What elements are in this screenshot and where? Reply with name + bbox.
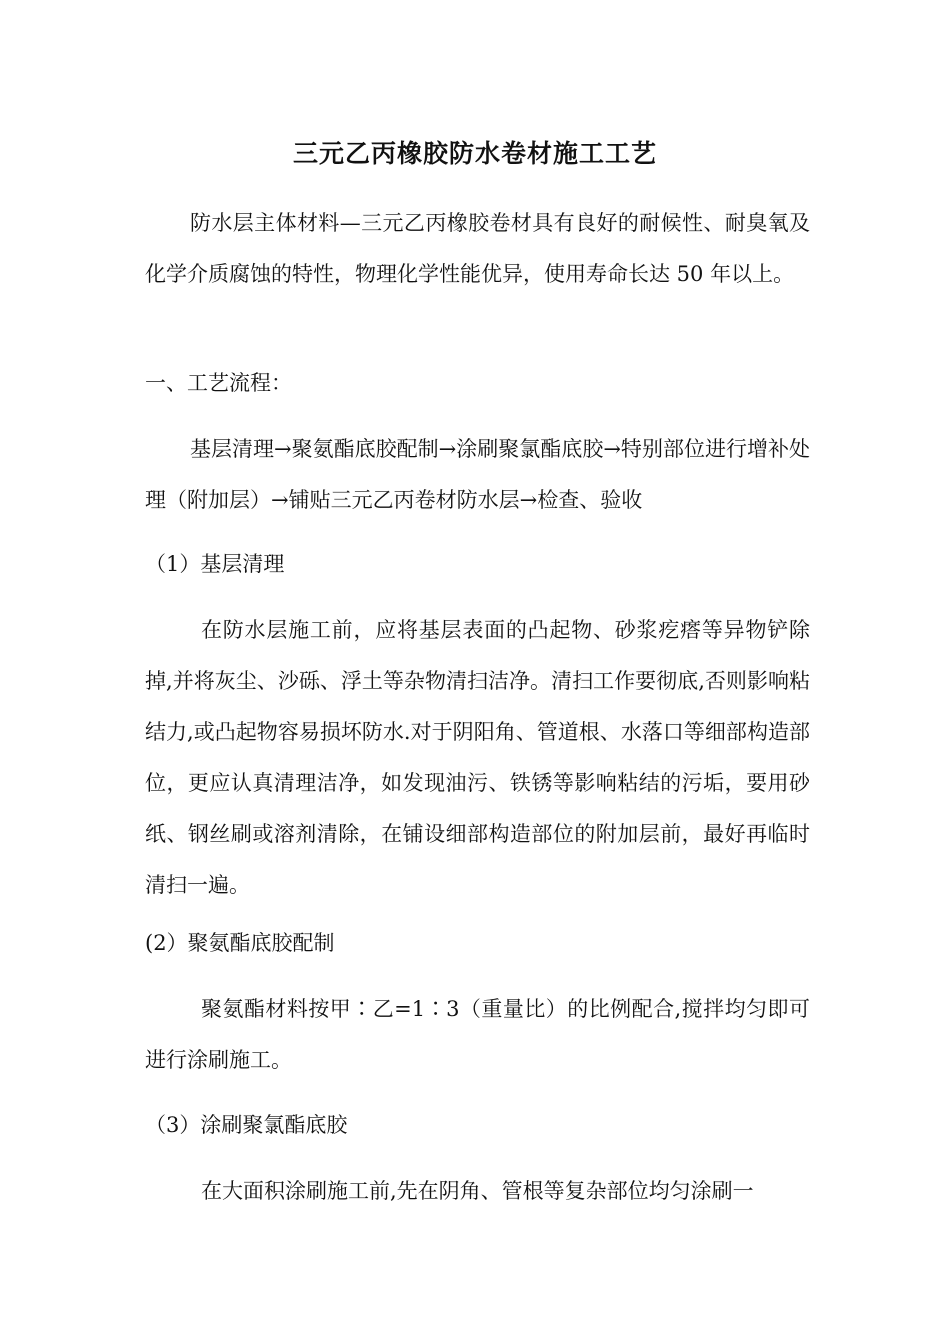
subsection-heading-primer-coating: （3）涂刷聚氯酯底胶 [145,1113,348,1137]
primer-mixing-paragraph: 聚氨酯材料按甲∶乙=1∶3（重量比）的比例配合,搅拌均匀即可进行涂刷施工。 [145,997,810,1072]
intro-paragraph: 防水层主体材料—三元乙丙橡胶卷材具有良好的耐候性、耐臭氧及化学介质腐蚀的特性，物理化学性能优异，使用寿命长达 50 年以上。 [145,211,810,286]
process-flow-paragraph: 基层清理→聚氨酯底胶配制→涂刷聚氯酯底胶→特别部位进行增补处理（附加层）→铺贴三元乙丙卷材防水层→检查、验收 [145,437,810,512]
section-heading-process: 一、工艺流程： [145,371,292,395]
subsection-heading-primer-mixing: (2）聚氨酯底胶配制 [145,931,335,955]
document-title: 三元乙丙橡胶防水卷材施工工艺 [292,139,657,168]
base-cleaning-paragraph: 在防水层施工前，应将基层表面的凸起物、砂浆疙瘩等异物铲除掉,并将灰尘、沙砾、浮土等杂物清扫洁净。清扫工作要彻底,否则影响粘结力,或凸起物容易损坏防水.对于阴阳角、管道根、水落口等细部构造部位，更应认真清理洁净，如发现油污、铁锈等影响粘结的污垢，要用砂纸、钢丝刷或溶剂清除，在铺设细部构造部位的附加层前，最好再临时清扫一遍。 [145,618,810,897]
subsection-heading-base-cleaning: （1）基层清理 [145,552,285,576]
primer-coating-paragraph: 在大面积涂刷施工前,先在阴角、管根等复杂部位均匀涂刷一 [201,1179,754,1203]
